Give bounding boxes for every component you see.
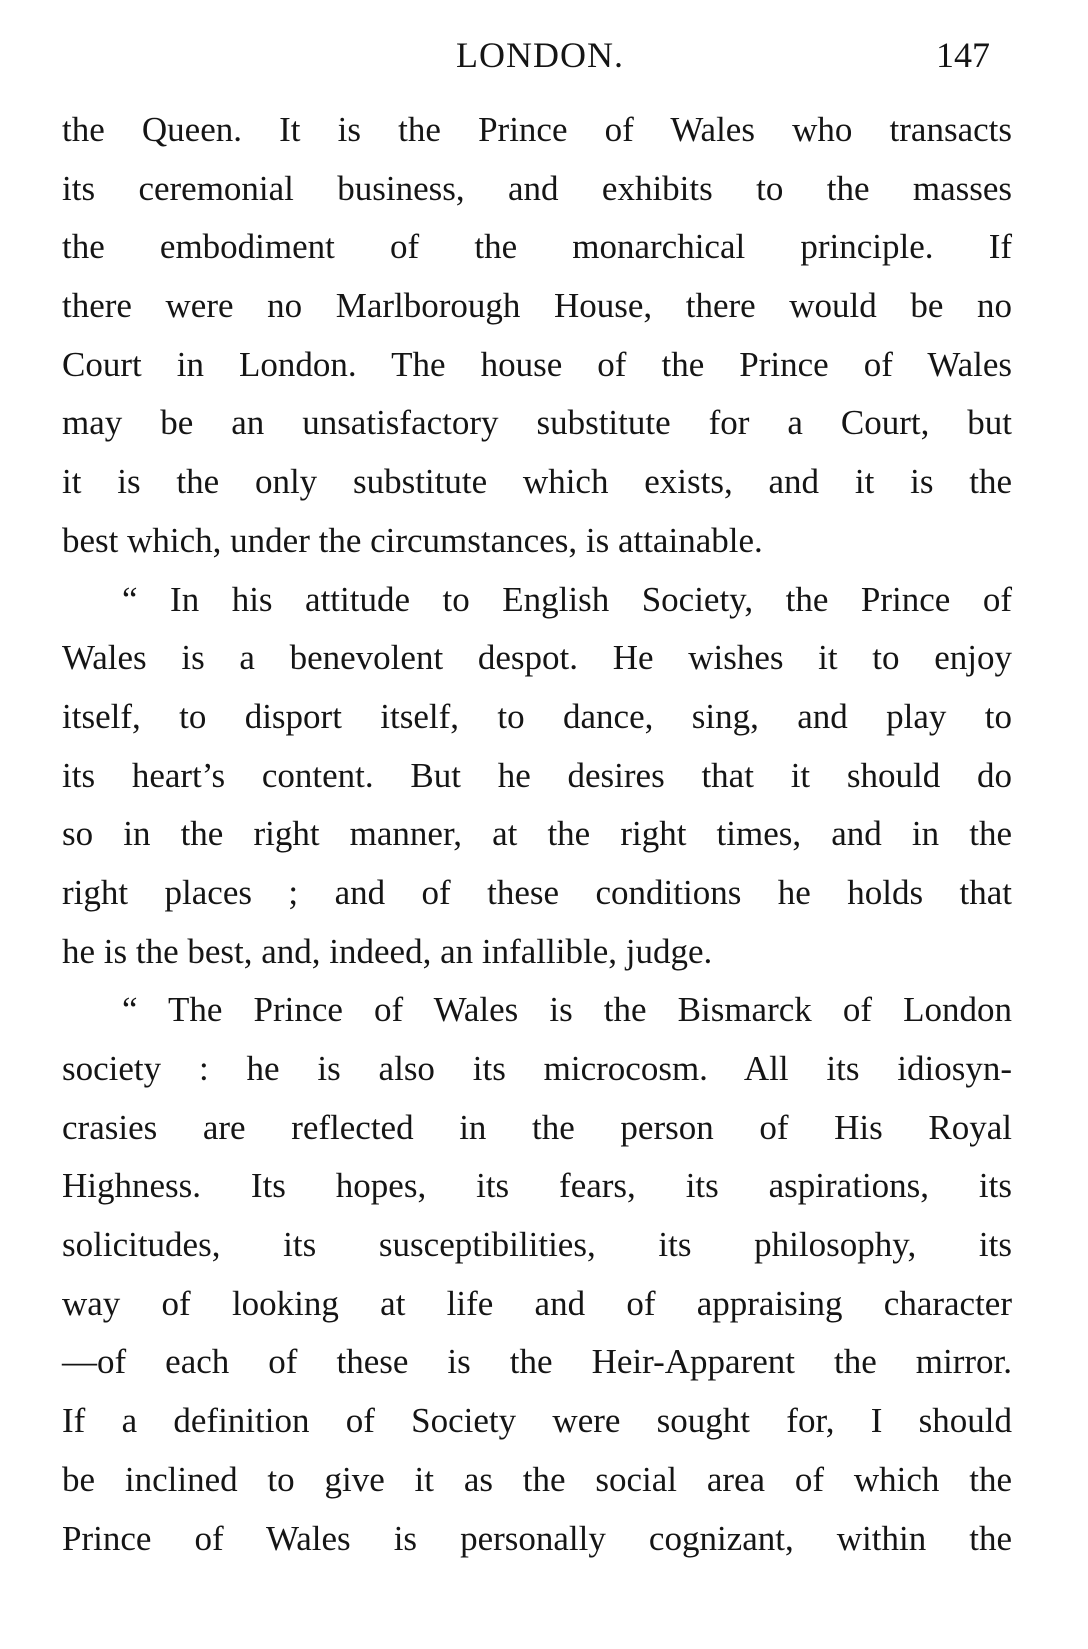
running-title: LONDON. (456, 35, 624, 75)
text-line: its ceremonial business, and exhibits to the masses (62, 168, 1012, 208)
text-line: way of looking at life and of appraising character (62, 1283, 1012, 1323)
paragraph-2 (62, 571, 1012, 982)
text-line: Wales is a benevolent despot. He wishes it to enjoy (62, 638, 1012, 678)
text-line: be inclined to give it as the social area of which the (62, 1459, 1012, 1499)
text-line: the Queen. It is the Prince of Wales who transacts (62, 110, 1012, 149)
text-line: it is the only substitute which exists, and it is the (62, 462, 1012, 502)
paragraph-1 (62, 101, 1012, 571)
text-line: crasies are reflected in the person of His Royal (62, 1107, 1012, 1147)
page-number: 147 (936, 35, 990, 75)
text-line: society : he is also its microcosm. All its idiosyn- (62, 1049, 1012, 1088)
text-line: itself, to disport itself, to dance, sing, and play to (62, 696, 1012, 736)
text-line: Highness. Its hopes, its fears, its aspirations, its (62, 1166, 1012, 1206)
text-line: —of each of these is the Heir-Apparent the mirror. (62, 1342, 1012, 1382)
text-line: its heart’s content. But he desires that it should do (62, 755, 1012, 795)
text-line: If a definition of Society were sought for, I should (62, 1401, 1012, 1441)
text-line: Prince of Wales is personally cognizant, within the (62, 1518, 1012, 1558)
text-line: “ The Prince of Wales is the Bismarck of London (122, 990, 1012, 1030)
text-line: right places ; and of these conditions he holds that (62, 872, 1012, 912)
text-line: best which, under the circumstances, is attainable. (62, 520, 763, 560)
text-line: the embodiment of the monarchical principle. If (62, 227, 1012, 267)
text-line: so in the right manner, at the right times, and in the (62, 814, 1012, 854)
running-head (60, 30, 1020, 80)
text-line: he is the best, and, indeed, an infallible, judge. (62, 931, 713, 971)
text-line: Court in London. The house of the Prince of Wales (62, 344, 1012, 384)
paragraph-3 (62, 981, 1012, 1568)
text-line: solicitudes, its susceptibilities, its philosophy, its (62, 1225, 1012, 1265)
text-line: “ In his attitude to English Society, the Prince of (122, 579, 1012, 619)
body-text (62, 101, 1012, 1568)
text-line: there were no Marlborough House, there would be no (62, 286, 1012, 326)
text-line: may be an unsatisfactory substitute for a Court, but (62, 403, 1012, 443)
